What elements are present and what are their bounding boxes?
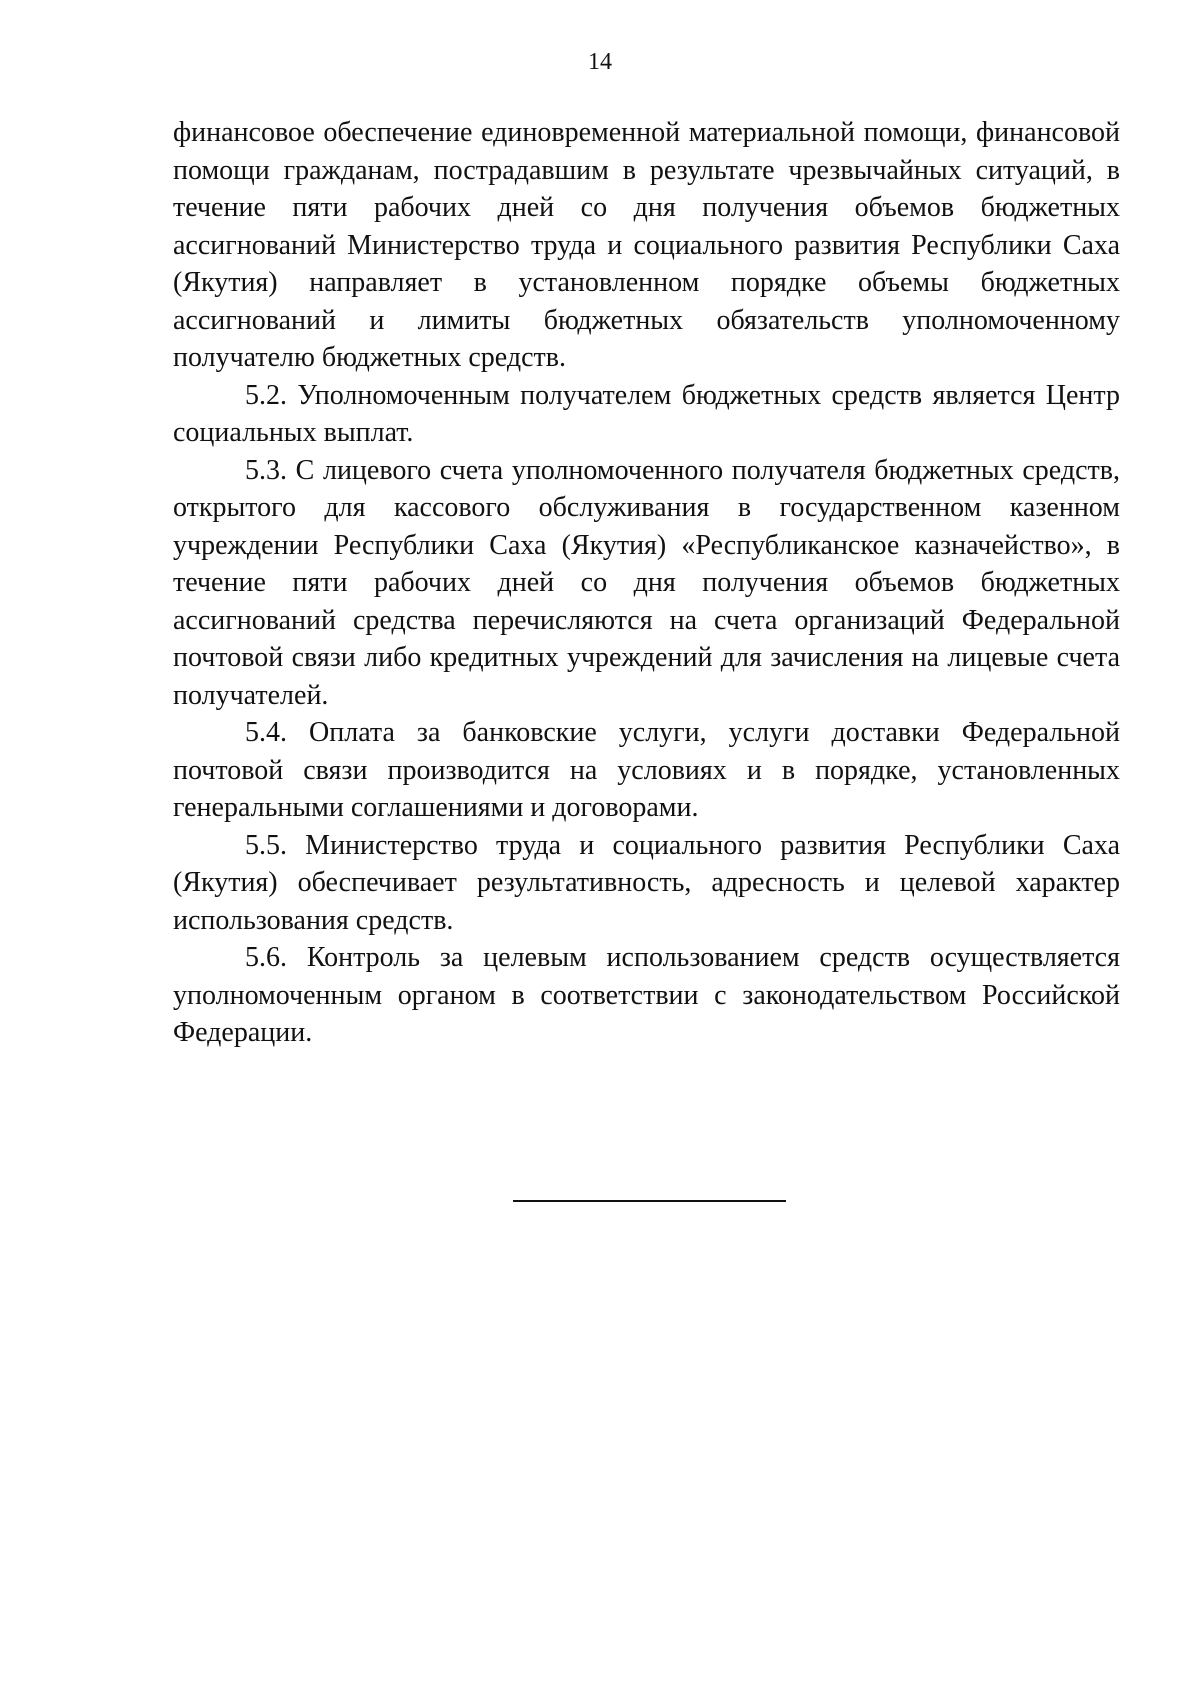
paragraph-5-2: 5.2. Уполномоченным получателем бюджетных средств является Центр социальных выплат. xyxy=(173,379,1120,448)
paragraph-5-4: 5.4. Оплата за банковские услуги, услуги доставки Федеральной почтовой связи производится на условиях и в порядке, установленных генеральными соглашениями и договорами. xyxy=(173,717,1120,823)
paragraph-continuation: финансовое обеспечение единовременной материальной помощи, финансовой помощи гражданам, пострадавшим в результате чрезвычайных ситуаций, в течение пяти рабочих дней со дня получения объемов бюджетных ассигнований Министерство труда и социального развития Республики Саха (Якутия) направляет в установленном порядке объемы бюджетных ассигнований и лимиты бюджетных обязательств уполномоченному получателю бюджетных средств. xyxy=(173,117,1120,373)
paragraph-5-6: 5.6. Контроль за целевым использованием средств осуществляется уполномоченным органом в соответствии с законодательством Российской Федерации. xyxy=(173,942,1120,1048)
paragraph-5-3: 5.3. С лицевого счета уполномоченного получателя бюджетных средств, открытого для кассового обслуживания в государственном казенном учреждении Республики Саха (Якутия) «Республиканское казначейство», в течение пяти рабочих дней со дня получения объемов бюджетных ассигнований средства перечисляются на счета организаций Федеральной почтовой связи либо кредитных учреждений для зачисления на лицевые счета получателей. xyxy=(173,454,1120,711)
document-body xyxy=(173,114,1120,1052)
paragraph-5-5: 5.5. Министерство труда и социального развития Республики Саха (Якутия) обеспечивает результативность, адресность и целевой характер использования средств. xyxy=(173,829,1120,936)
closing-divider xyxy=(513,1200,786,1202)
page-number: 14 xyxy=(588,49,612,75)
